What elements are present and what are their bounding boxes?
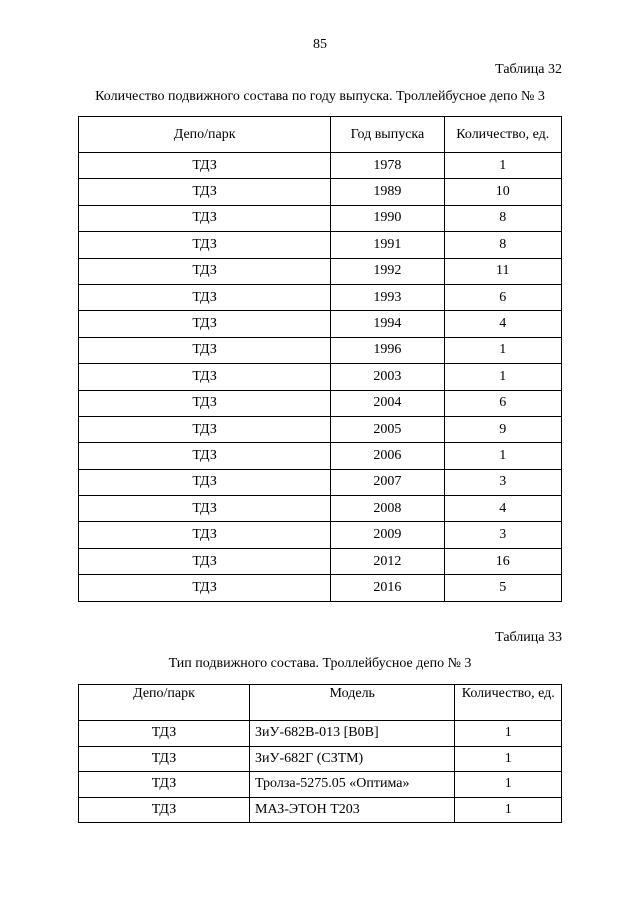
table-row <box>79 416 562 442</box>
cell-year: 2003 <box>331 364 444 390</box>
table-row <box>79 179 562 205</box>
cell-model: МАЗ-ЭТОН Т203 <box>250 797 455 823</box>
cell-quantity: 6 <box>444 284 561 310</box>
cell-depot: ТДЗ <box>79 390 331 416</box>
table-row <box>79 390 562 416</box>
column-header-depot: Депо/парк <box>79 685 250 721</box>
column-header-quantity: Количество, ед. <box>444 117 561 153</box>
table-33 <box>78 684 562 823</box>
cell-depot: ТДЗ <box>79 772 250 798</box>
table-row <box>79 797 562 823</box>
cell-year: 2008 <box>331 496 444 522</box>
cell-year: 1990 <box>331 205 444 231</box>
cell-depot: ТДЗ <box>79 205 331 231</box>
cell-depot: ТДЗ <box>79 153 331 179</box>
column-header-quantity: Количество, ед. <box>455 685 562 721</box>
cell-quantity: 8 <box>444 205 561 231</box>
cell-depot: ТДЗ <box>79 284 331 310</box>
table-row <box>79 721 562 747</box>
cell-year: 2007 <box>331 469 444 495</box>
column-header-model: Модель <box>250 685 455 721</box>
cell-depot: ТДЗ <box>79 797 250 823</box>
cell-year: 1978 <box>331 153 444 179</box>
cell-quantity: 1 <box>455 772 562 798</box>
table-32-caption: Количество подвижного состава по году выпуска. Троллейбусное депо № 3 <box>95 89 545 104</box>
cell-quantity: 1 <box>455 721 562 747</box>
table-header-row <box>79 117 562 153</box>
cell-year: 2006 <box>331 443 444 469</box>
table-row <box>79 469 562 495</box>
table-row <box>79 258 562 284</box>
table-row <box>79 443 562 469</box>
cell-depot: ТДЗ <box>79 575 331 601</box>
cell-depot: ТДЗ <box>79 443 331 469</box>
table-33-caption: Тип подвижного состава. Троллейбусное депо № 3 <box>168 656 472 671</box>
table-row <box>79 284 562 310</box>
table-row <box>79 746 562 772</box>
cell-year: 2009 <box>331 522 444 548</box>
cell-model: ЗиУ-682В-013 [В0В] <box>250 721 455 747</box>
cell-quantity: 5 <box>444 575 561 601</box>
cell-year: 1991 <box>331 232 444 258</box>
cell-depot: ТДЗ <box>79 416 331 442</box>
cell-quantity: 4 <box>444 496 561 522</box>
cell-depot: ТДЗ <box>79 746 250 772</box>
cell-quantity: 11 <box>444 258 561 284</box>
cell-quantity: 8 <box>444 232 561 258</box>
cell-quantity: 3 <box>444 469 561 495</box>
cell-quantity: 1 <box>444 337 561 363</box>
cell-year: 2005 <box>331 416 444 442</box>
cell-depot: ТДЗ <box>79 232 331 258</box>
table-row <box>79 364 562 390</box>
cell-quantity: 1 <box>444 443 561 469</box>
cell-depot: ТДЗ <box>79 337 331 363</box>
table-32 <box>78 116 562 602</box>
cell-depot: ТДЗ <box>79 364 331 390</box>
cell-year: 1989 <box>331 179 444 205</box>
table-row <box>79 772 562 798</box>
cell-depot: ТДЗ <box>79 469 331 495</box>
cell-quantity: 10 <box>444 179 561 205</box>
cell-model: ЗиУ-682Г (СЗТМ) <box>250 746 455 772</box>
table-row <box>79 496 562 522</box>
cell-depot: ТДЗ <box>79 548 331 574</box>
cell-depot: ТДЗ <box>79 496 331 522</box>
table-row <box>79 337 562 363</box>
table-row <box>79 311 562 337</box>
cell-quantity: 16 <box>444 548 561 574</box>
cell-model: Тролза-5275.05 «Оптима» <box>250 772 455 798</box>
cell-quantity: 1 <box>455 746 562 772</box>
page-number: 85 <box>313 37 327 52</box>
table-33-label: Таблица 33 <box>495 630 562 645</box>
cell-depot: ТДЗ <box>79 522 331 548</box>
cell-depot: ТДЗ <box>79 258 331 284</box>
cell-quantity: 1 <box>444 153 561 179</box>
cell-year: 2016 <box>331 575 444 601</box>
cell-quantity: 9 <box>444 416 561 442</box>
table-row <box>79 548 562 574</box>
column-header-year: Год выпуска <box>331 117 444 153</box>
cell-year: 1992 <box>331 258 444 284</box>
cell-depot: ТДЗ <box>79 721 250 747</box>
cell-quantity: 1 <box>455 797 562 823</box>
cell-year: 1996 <box>331 337 444 363</box>
cell-year: 2012 <box>331 548 444 574</box>
table-row <box>79 153 562 179</box>
column-header-depot: Депо/парк <box>79 117 331 153</box>
table-32-label: Таблица 32 <box>495 62 562 77</box>
table-row <box>79 205 562 231</box>
table-row <box>79 575 562 601</box>
table-row <box>79 522 562 548</box>
cell-year: 1993 <box>331 284 444 310</box>
table-header-row <box>79 685 562 721</box>
table-row <box>79 232 562 258</box>
cell-year: 2004 <box>331 390 444 416</box>
cell-quantity: 4 <box>444 311 561 337</box>
cell-year: 1994 <box>331 311 444 337</box>
cell-depot: ТДЗ <box>79 311 331 337</box>
cell-depot: ТДЗ <box>79 179 331 205</box>
cell-quantity: 6 <box>444 390 561 416</box>
cell-quantity: 3 <box>444 522 561 548</box>
cell-quantity: 1 <box>444 364 561 390</box>
